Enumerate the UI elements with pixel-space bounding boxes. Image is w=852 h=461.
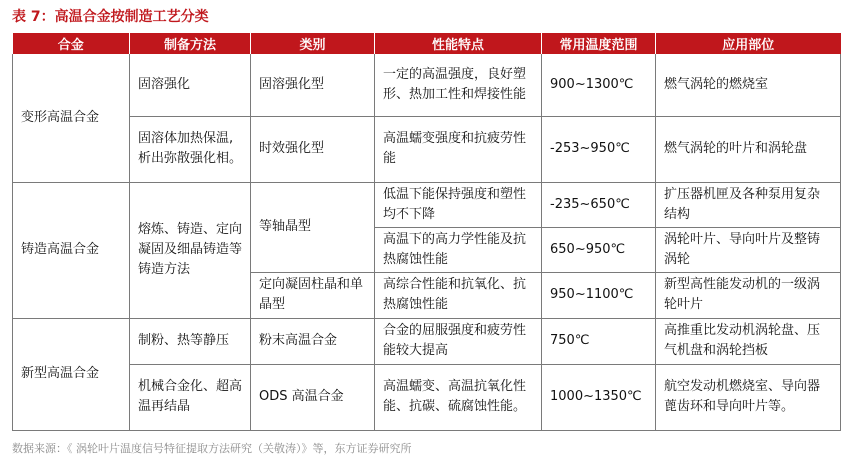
category-cell: ODS 高温合金 <box>251 364 375 430</box>
alloy-classification-table <box>12 33 841 431</box>
application-cell: 高推重比发动机涡轮盘、压气机盘和涡轮挡板 <box>656 318 841 364</box>
method-cell: 制粉、热等静压 <box>130 318 251 364</box>
application-cell: 新型高性能发动机的一级涡轮叶片 <box>656 272 841 318</box>
method-cell: 固溶强化 <box>130 54 251 116</box>
header-method: 制备方法 <box>130 33 251 54</box>
alloy-cell: 新型高温合金 <box>13 318 130 430</box>
alloy-cell: 铸造高温合金 <box>13 182 130 318</box>
data-source-note: 数据来源：《 涡轮叶片温度信号特征提取方法研究（关敬涛）》等，东方证券研究所 <box>12 442 412 455</box>
header-category: 类别 <box>251 33 375 54</box>
temp-cell: -253~950℃ <box>542 116 656 182</box>
table-row <box>13 182 841 227</box>
category-cell: 固溶强化型 <box>251 54 375 116</box>
temp-cell: 900~1300℃ <box>542 54 656 116</box>
table-row <box>13 116 841 182</box>
method-cell: 固溶体加热保温,析出弥散强化相。 <box>130 116 251 182</box>
application-cell: 燃气涡轮的叶片和涡轮盘 <box>656 116 841 182</box>
application-cell: 涡轮叶片、导向叶片及整铸涡轮 <box>656 227 841 272</box>
header-application: 应用部位 <box>656 33 841 54</box>
feature-cell: 高温下的高力学性能及抗热腐蚀性能 <box>375 227 542 272</box>
table-row <box>13 318 841 364</box>
table-title: 表 7：高温合金按制造工艺分类 <box>12 9 209 25</box>
alloy-cell: 变形高温合金 <box>13 54 130 182</box>
application-cell: 燃气涡轮的燃烧室 <box>656 54 841 116</box>
feature-cell: 高综合性能和抗氧化、抗热腐蚀性能 <box>375 272 542 318</box>
header-row <box>13 33 841 54</box>
header-feature: 性能特点 <box>375 33 542 54</box>
header-alloy: 合金 <box>13 33 130 54</box>
category-cell: 定向凝固柱晶和单晶型 <box>251 272 375 318</box>
feature-cell: 高温蠕变、高温抗氧化性能、抗碳、硫腐蚀性能。 <box>375 364 542 430</box>
feature-cell: 低温下能保持强度和塑性均不下降 <box>375 182 542 227</box>
category-cell: 时效强化型 <box>251 116 375 182</box>
application-cell: 扩压器机匣及各种泵用复杂结构 <box>656 182 841 227</box>
category-cell: 粉末高温合金 <box>251 318 375 364</box>
table-row <box>13 364 841 430</box>
feature-cell: 高温蠕变强度和抗疲劳性能 <box>375 116 542 182</box>
application-cell: 航空发动机燃烧室、导向器蓖齿环和导向叶片等。 <box>656 364 841 430</box>
category-cell: 等轴晶型 <box>251 182 375 272</box>
table-row <box>13 54 841 116</box>
method-cell: 机械合金化、超高温再结晶 <box>130 364 251 430</box>
temp-cell: -235~650℃ <box>542 182 656 227</box>
temp-cell: 650~950℃ <box>542 227 656 272</box>
feature-cell: 一定的高温强度，良好塑形、热加工性和焊接性能 <box>375 54 542 116</box>
method-cell: 熔炼、铸造、定向凝固及细晶铸造等铸造方法 <box>130 182 251 318</box>
temp-cell: 1000~1350℃ <box>542 364 656 430</box>
header-temp-range: 常用温度范围 <box>542 33 656 54</box>
temp-cell: 950~1100℃ <box>542 272 656 318</box>
temp-cell: 750℃ <box>542 318 656 364</box>
feature-cell: 合金的屈服强度和疲劳性能较大提高 <box>375 318 542 364</box>
